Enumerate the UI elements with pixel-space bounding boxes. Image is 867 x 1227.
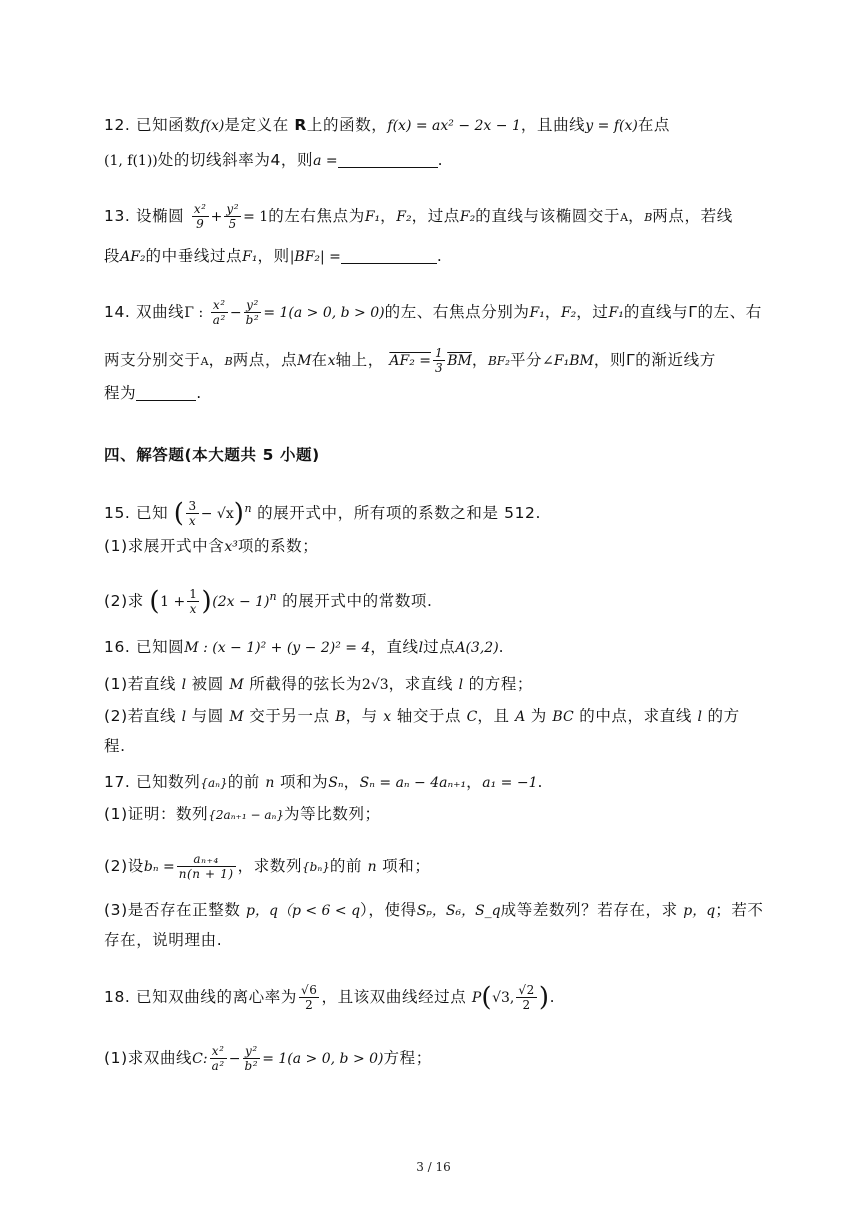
q18-mid: ，且该双曲线经过点 — [321, 988, 467, 1006]
math-bseq: {bₙ} — [302, 860, 330, 874]
sep: ， — [380, 207, 397, 225]
q12-text-d: ，且曲线 — [520, 116, 586, 134]
q17-mid: 的前 — [227, 773, 260, 791]
math-AF2: AF₂ — [120, 249, 146, 265]
math-x3: x³ — [224, 539, 238, 555]
math-point: (1, f(1)) — [104, 153, 158, 169]
q15-p1-a: (1)求展开式中含 — [104, 537, 225, 555]
math-gamma: Γ : — [184, 305, 204, 321]
q17-part2 — [104, 852, 787, 881]
math-Sn: Sₙ — [328, 775, 344, 791]
q17-p3-e: 存在，说明理由. — [104, 931, 223, 949]
math-M3: M — [229, 709, 244, 725]
q12-line1 — [104, 113, 787, 138]
q15-line1: 15. 已知 ( $\frac{3}{x}$ − √x)$^n$ 的展开式中，所有项的系数之和是 512. — [104, 498, 542, 529]
math-M2: M — [229, 677, 244, 693]
q13-prefix: 13. 设椭圆 — [104, 207, 185, 225]
q16-p2-a: (2)若直线 — [104, 707, 177, 725]
math-n4: n — [367, 859, 377, 875]
math-seq: {2aₙ₊₁ − aₙ} — [208, 808, 285, 822]
q12-text-b: 是定义在 — [224, 116, 289, 134]
q13-text-d: 两点，若线 — [652, 207, 733, 225]
q14-line3: 程为 . — [104, 384, 202, 402]
math-bn: bₙ = — [143, 859, 175, 875]
q18-end: . — [549, 988, 556, 1006]
q17-p2-b: ，求数列 — [237, 857, 303, 875]
q17-prefix: 17. 已知数列 — [104, 773, 201, 791]
math-pq2: p，q — [683, 903, 716, 919]
q14-text-i: ， — [471, 351, 488, 369]
frac-1x: $\frac{1}{x}$ — [189, 587, 198, 617]
q12-text-c: 上的函数， — [306, 116, 388, 134]
q16-p2-b: 与圆 — [191, 707, 224, 725]
frac-third: $\frac{1}{3}$ — [435, 346, 444, 375]
math-n2: n — [269, 590, 277, 603]
math-a1: a₁ = −1 — [482, 775, 538, 791]
math-chord: 2√3 — [361, 677, 389, 693]
q16-line1 — [104, 635, 787, 660]
q16-p2-f: ，且 — [477, 707, 510, 725]
q13-text-e: 段 — [104, 247, 121, 265]
q13-text-b: ，过点 — [411, 207, 460, 225]
q16-part2: (2)若直线 l 与圆 M 交于另一点 B，与 x 轴交于点 C，且 A 为 BC 的中点，求直线 l 的方 — [104, 707, 740, 725]
q14-text-e: 两支分别交于 — [104, 351, 201, 369]
math-sqrt3: √3, — [492, 990, 515, 1006]
q15-prefix: 15. 已知 — [104, 504, 169, 523]
math-BF2b: BF₂ — [487, 354, 510, 368]
section-heading: 四、解答题(本大题共 5 小题) — [104, 446, 320, 464]
math-expr: (2x − 1) — [212, 594, 270, 611]
q17-p2-a: (2)设 — [104, 857, 144, 875]
math-a: a = — [313, 153, 338, 169]
math-B: B — [644, 211, 653, 224]
q17-part3 — [104, 898, 787, 923]
frac-3x: $\frac{3}{x}$ — [188, 499, 197, 529]
q14-text-j: 平分 — [509, 351, 543, 369]
math-vec: AF₂ = — [389, 353, 431, 369]
math-curve: y = f(x) — [585, 118, 638, 134]
q16-p2-g: 为 — [530, 707, 547, 725]
q16-p2-d: ，与 — [345, 707, 378, 725]
page-number: 3 / 16 — [416, 1160, 451, 1174]
q15-p2-a: (2)求 — [104, 592, 144, 611]
q16-part2-cont — [104, 734, 787, 758]
q17-p3-d: ；若不 — [715, 901, 764, 919]
math-Cp: C — [466, 709, 478, 725]
frac-y: $\frac{\text{y²}}{5}$ — [226, 202, 240, 231]
q15-part2: (2)求 (1 + $\frac{1}{x}$ )$(2x - 1)^n$ 的展开式中的常数项. — [104, 586, 433, 617]
q13-text-f: 的中垂线过点 — [145, 247, 243, 265]
math-l: l — [418, 640, 424, 656]
math-l3: l — [458, 677, 464, 693]
math-Sp: Sₚ， — [416, 903, 446, 919]
math-C: C: — [192, 1051, 208, 1067]
math-angle: ∠F₁BM — [542, 353, 594, 369]
math-circle: M : (x − 1)² + (y − 2)² = 4 — [184, 640, 371, 656]
math-fx: f(x) — [200, 118, 225, 134]
math-x: x — [327, 353, 336, 369]
q14-text-g: 在 — [311, 351, 328, 369]
q16-mid2: 过点 — [423, 638, 456, 656]
math-F1b: F₁ — [242, 249, 258, 265]
q18-part1: (1)求双曲线C: $\frac{\text{x²}}{\text{a²}}$ − $\frac{\text{y²}}{\text{b²}}$ = 1(a > 0, b > 0)方程； — [104, 1044, 432, 1073]
math-F1d: F₁ — [608, 305, 624, 321]
math-rel: Sₙ = aₙ − 4aₙ₊₁ — [359, 775, 467, 791]
q15-text: 的展开式中，所有项的系数之和是 512. — [257, 504, 542, 523]
q12-line2: (1, f(1))处的切线斜率为4，则a = . — [104, 151, 444, 169]
q13-line2: 段AF₂的中垂线过点F₁，则|BF₂| = . — [104, 247, 443, 265]
q14-text-c: 的直线与 — [623, 303, 689, 321]
q17-p3-a: (3)是否存在正整数 — [104, 901, 241, 919]
math-cond2: = 1(a > 0, b > 0) — [262, 1051, 384, 1067]
q13-line1: 13. 设椭圆 $\frac{\text{x²}}{9}$ + $\frac{\text{y²}}{5}$ = 1的左右焦点为F₁，F₂，过点F₂的直线与该椭圆交于A，B两点，若线 — [104, 202, 733, 231]
math-F2: F₂ — [396, 209, 412, 225]
frac-x3: $\frac{\text{x²}}{\text{a²}}$ — [211, 1044, 225, 1073]
q16-end: . — [498, 638, 505, 656]
math-x2: x — [383, 709, 392, 725]
q16-p1-d: ，求直线 — [388, 675, 454, 693]
q15-p1-b: 项的系数； — [237, 537, 319, 555]
frac-bn: $\frac{\text{aₙ₊₄}}{n(n + 1)}$ — [178, 852, 234, 881]
q17-p3-b: ），使得 — [360, 901, 417, 919]
math-ineq: p < 6 < q — [291, 903, 361, 919]
answer-blank — [341, 247, 437, 264]
q17-p1-b: 为等比数列； — [284, 805, 381, 823]
q16-p1-e: 的方程； — [468, 675, 534, 693]
math-n3: n — [265, 775, 275, 791]
math-l4: l — [181, 709, 187, 725]
math-n: n — [244, 502, 252, 515]
q13-text-g: ，则 — [257, 247, 290, 265]
math-func: f(x) = ax² − 2x − 1 — [387, 118, 521, 134]
math-F2b: F₂ — [459, 209, 476, 225]
q14-text: 的左、右焦点分别为 — [384, 303, 530, 321]
q14-text-h: 轴上， — [335, 351, 384, 369]
q16-part1 — [104, 672, 787, 697]
answer-blank — [136, 384, 196, 401]
q14-text-f: 两点，点 — [232, 351, 298, 369]
q16-prefix: 16. 已知圆 — [104, 638, 185, 656]
q16-p1-c: 所截得的弦长为 — [249, 675, 362, 693]
q13-text: 的左右焦点为 — [268, 207, 365, 225]
q18-line1: 18. 已知双曲线的离心率为 $\frac{√6}{2}$ ，且该双曲线经过点 P(√3, $\frac{√2}{2}$ ). — [104, 982, 556, 1013]
math-P: P — [471, 990, 482, 1006]
math-F1: F₁ — [364, 209, 381, 225]
frac-x2: $\frac{\text{x²}}{\text{a²}}$ — [212, 298, 226, 327]
frac-x: $\frac{\text{x²}}{9}$ — [193, 202, 207, 231]
q14-text-k: ，则 — [593, 351, 627, 369]
math-an: {aₙ} — [200, 776, 228, 790]
q14-text-m: 程为 — [104, 384, 137, 402]
q12-text: 12. 已知函数 — [104, 116, 201, 134]
frac-y3: $\frac{\text{y²}}{\text{b²}}$ — [244, 1044, 259, 1073]
q17-part3-cont — [104, 928, 787, 952]
math-sqrtx: − √x — [200, 506, 234, 523]
q17-p2-c: 的前 — [329, 857, 363, 875]
math-BM: $\overline{BM}$ — [447, 353, 472, 369]
math-M: M — [297, 353, 312, 369]
q17-mid2: 项和为 — [279, 773, 329, 791]
math-l5: l — [697, 709, 702, 725]
q17-part1 — [104, 802, 787, 827]
q12-text-f: 处的切线斜率为4，则 — [157, 151, 314, 169]
q16-mid: ，直线 — [370, 638, 419, 656]
frac-y2: $\frac{\text{y²}}{\text{b²}}$ — [245, 298, 260, 327]
answer-blank — [338, 151, 438, 168]
q17-p3-c: 成等差数列？若存在，求 — [500, 901, 678, 919]
math-BF2: |BF₂| = — [289, 249, 341, 265]
q16-p2-h: 的中点，求直线 — [579, 707, 692, 725]
q17-p2-d: 项和； — [382, 857, 431, 875]
math-A3: A(3,2) — [455, 640, 499, 656]
q18-p1-a: (1)求双曲线 — [104, 1049, 193, 1067]
q18-p1-b: 方程； — [383, 1049, 432, 1067]
math-pq: p，q（ — [246, 903, 292, 919]
q16-p1-b: 被圆 — [191, 675, 224, 693]
q18-prefix: 18. 已知双曲线的离心率为 — [104, 988, 297, 1006]
math-R: R — [294, 116, 307, 134]
q17-p1-a: (1)证明：数列 — [104, 805, 209, 823]
math-cond: = 1(a > 0, b > 0) — [263, 305, 385, 321]
math-Sq: S_q — [475, 903, 501, 919]
q14-text-l: 的渐近线方 — [635, 351, 716, 369]
q14-text-d: 的左、右 — [697, 303, 762, 321]
q16-p2-c: 交于另一点 — [249, 707, 330, 725]
math-eq: = 1 — [243, 209, 269, 225]
q12-text-e: 在点 — [637, 116, 671, 134]
q17-line1: 17. 已知数列{aₙ}的前 n 项和为Sₙ，Sₙ = aₙ − 4aₙ₊₁，a₁ = −1. — [104, 773, 544, 791]
q16-p2-e: 轴交于点 — [396, 707, 462, 725]
q16-p2-j: 程. — [104, 737, 126, 755]
frac-ecc: $\frac{√6}{2}$ — [300, 983, 318, 1012]
q13-text-c: 的直线与该椭圆交于 — [475, 207, 621, 225]
math-S6: S₆， — [445, 903, 476, 919]
q16-p1-a: (1)若直线 — [104, 675, 177, 693]
math-one-plus: 1 + — [160, 594, 186, 611]
q14-line1: 14. 双曲线Γ : $\frac{\text{x²}}{\text{a²}}$ − $\frac{\text{y²}}{\text{b²}}$ = 1(a > 0, b > 0)的左、右焦点分别为F₁，F₂，过F₁的直线与Γ的左、右 — [104, 298, 762, 327]
math-F2c: F₂ — [560, 305, 577, 321]
q16-p2-i: 的方 — [707, 707, 740, 725]
frac-sqrt2: $\frac{√2}{2}$ — [518, 983, 535, 1012]
math-F1c: F₁ — [529, 305, 545, 321]
q15-p2-b: 的展开式中的常数项. — [282, 592, 433, 611]
q15-part1 — [104, 534, 787, 559]
q14-text-b: ，过 — [576, 303, 609, 321]
math-l2: l — [181, 677, 187, 693]
math-Bp: B — [335, 709, 346, 725]
math-A: A — [620, 211, 629, 224]
q14-prefix: 14. 双曲线 — [104, 303, 185, 321]
math-BC: BC — [552, 709, 574, 725]
q14-line2: 两支分别交于A，B两点，点M在x轴上， AF₂ = $\frac{1}{3}$ $\overline{BM}$，BF₂平分∠F₁BM，则Γ的渐近线方 — [104, 346, 716, 375]
